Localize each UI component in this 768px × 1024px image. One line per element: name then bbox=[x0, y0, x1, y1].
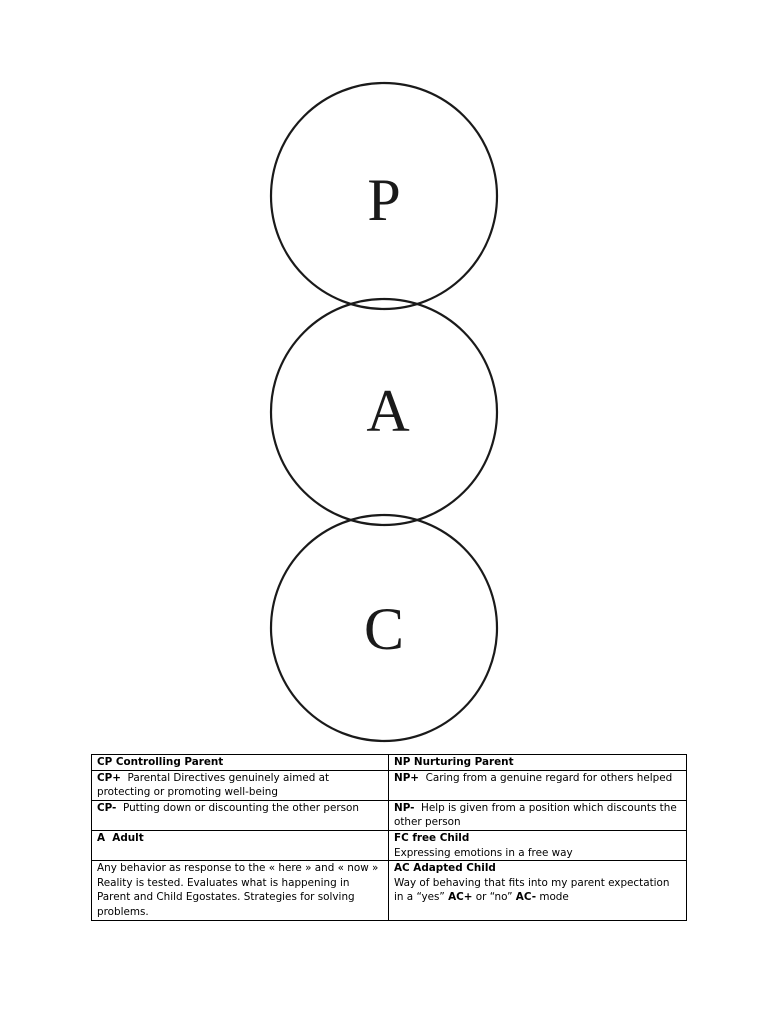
adult-letter: A bbox=[366, 378, 410, 444]
table-cell bbox=[92, 800, 389, 830]
table-row bbox=[92, 770, 687, 800]
adapted-child-text-end: mode bbox=[536, 891, 569, 904]
free-child-text: Expressing emotions in a free way bbox=[394, 846, 573, 859]
adult-heading: A Adult bbox=[97, 831, 144, 844]
table-cell bbox=[389, 830, 687, 860]
table-cell bbox=[92, 830, 389, 860]
table-row bbox=[92, 800, 687, 830]
table-row bbox=[92, 755, 687, 771]
np-minus-code: NP- bbox=[394, 801, 415, 814]
table-cell bbox=[389, 770, 687, 800]
adapted-child-text-mid: or “no” bbox=[472, 891, 516, 904]
adapted-child-text-start: Way of behaving that fits into my parent expectation in a “yes” bbox=[394, 876, 673, 904]
nurturing-parent-heading: NP Nurturing Parent bbox=[394, 756, 514, 768]
table-cell bbox=[92, 770, 389, 800]
np-plus-text: Caring from a genuine regard for others helped bbox=[419, 771, 673, 784]
np-minus-text: Help is given from a position which discounts the other person bbox=[394, 801, 681, 829]
child-letter: C bbox=[363, 596, 405, 662]
table-cell bbox=[92, 861, 389, 920]
cp-plus-code: CP+ bbox=[97, 771, 121, 784]
ac-plus-code: AC+ bbox=[448, 891, 473, 904]
adapted-child-heading: AC Adapted Child bbox=[394, 862, 496, 875]
cp-plus-text: Parental Directives genuinely aimed at protecting or promoting well-being bbox=[97, 771, 333, 799]
table-row bbox=[92, 861, 687, 920]
egostates-table bbox=[91, 754, 687, 921]
cp-minus-text: Putting down or discounting the other person bbox=[116, 801, 359, 814]
cp-minus-code: CP- bbox=[97, 801, 117, 814]
table-row bbox=[92, 830, 687, 860]
adapted-child-text bbox=[394, 876, 681, 905]
adult-description: Any behavior as response to the « here » and « now » Reality is tested. Evaluates what is happening in Parent and Child Egostates. Strategies for solving problems. bbox=[97, 862, 379, 918]
controlling-parent-heading: CP Controlling Parent bbox=[97, 756, 224, 768]
parent-letter: P bbox=[367, 167, 401, 233]
np-plus-code: NP+ bbox=[394, 771, 420, 784]
table-cell bbox=[389, 861, 687, 920]
table-cell bbox=[389, 800, 687, 830]
ac-minus-code: AC- bbox=[515, 891, 537, 904]
table-cell bbox=[389, 755, 687, 771]
table-cell bbox=[92, 755, 389, 771]
free-child-heading: FC free Child bbox=[394, 831, 470, 844]
